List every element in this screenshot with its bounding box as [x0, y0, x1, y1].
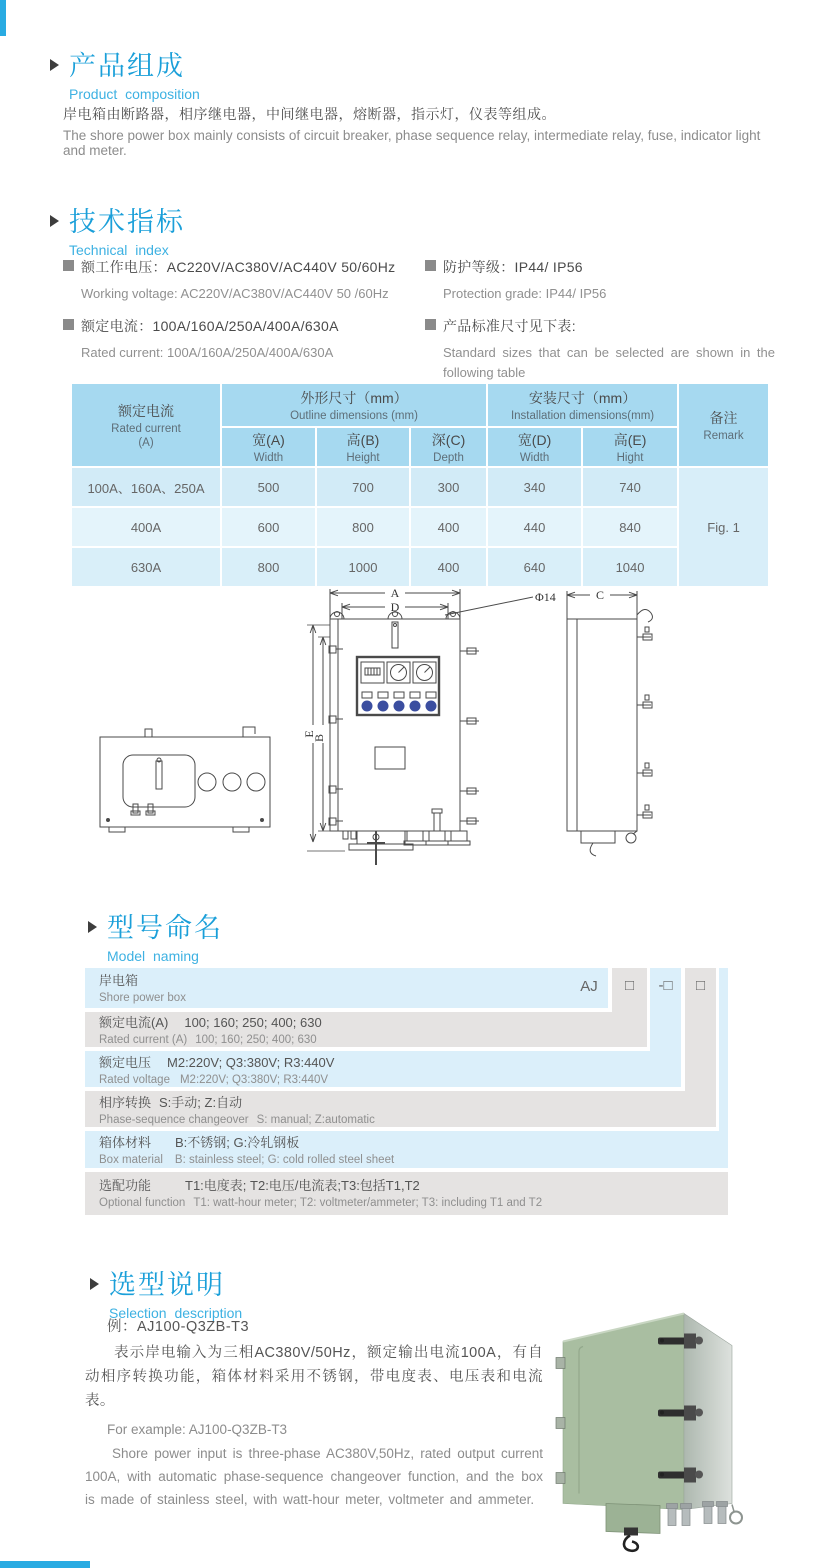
section-title-zh: 技术指标: [69, 207, 185, 237]
model-row: 相序转换 S:手动; Z:自动 Phase-sequence changeover S: manual; Z:automatic: [85, 1091, 716, 1127]
spec-item-standard-sizes: [425, 316, 775, 383]
spec-zh-text: 防护等级：IP44/ IP56: [443, 259, 583, 275]
drawing-front-view: [307, 589, 533, 865]
model-code-box-3: □: [695, 977, 706, 994]
group-header-outline: 外形尺寸（mm） Outline dimensions (mm): [221, 383, 487, 427]
hanging-ring: [730, 1512, 742, 1524]
drawing-bottom-view: [100, 727, 270, 832]
spec-zh-text: 额工作电压：AC220V/AC380V/AC440V 50/60Hz: [81, 259, 396, 275]
model-code-box-2: -□: [658, 977, 673, 994]
section-arrow-icon: [50, 215, 59, 227]
section-head-composition: [50, 44, 200, 102]
technical-drawing: [85, 575, 745, 880]
subcol-width-a: 宽(A) Width: [221, 427, 316, 467]
side-latches: [637, 627, 652, 818]
col-header-remark: 备注 Remark: [678, 383, 769, 467]
meter-panel: [357, 657, 439, 715]
accent-strip-bottom: [0, 1561, 90, 1568]
square-bullet-icon: [425, 319, 436, 330]
dim-label-e: E: [302, 730, 316, 738]
model-naming-table: [85, 968, 728, 1215]
dimension-table: [70, 382, 770, 588]
spec-en-text: Working voltage: AC220V/AC380V/AC440V 50 /60Hz: [81, 286, 389, 301]
section-arrow-icon: [90, 1278, 99, 1290]
square-bullet-icon: [63, 260, 74, 271]
spec-en-text: Rated current: 100A/160A/250A/400A/630A: [81, 345, 334, 361]
section-title-zh: 选型说明: [109, 1270, 225, 1300]
section-title-en: Product composition: [69, 86, 200, 102]
dim-label-d: D: [390, 600, 400, 614]
dim-label-a: A: [390, 586, 400, 600]
dim-label-b: B: [312, 733, 326, 743]
latch-pins-left: [329, 646, 343, 825]
spec-item-working-voltage: [63, 257, 425, 304]
table-row: 400A 600 800 400 440 840: [71, 507, 769, 547]
latch-handles-right: [460, 648, 479, 824]
subcol-depth-c: 深(C) Depth: [410, 427, 487, 467]
section-title-en: Selection description: [109, 1305, 243, 1321]
square-bullet-icon: [425, 260, 436, 271]
drawing-side-view: [567, 591, 652, 856]
table-row: 630A 800 1000 400 640 1040: [71, 547, 769, 587]
spec-item-protection-grade: [425, 257, 770, 304]
model-row: 选配功能 T1:电度表; T2:电压/电流表;T3:包括T1,T2 Optional function T1: watt-hour meter; T2: voltmeter/ammeter; T3: including T1 and T2: [85, 1172, 728, 1215]
col-header-rated-current: 额定电流 Rated current (A): [71, 383, 221, 467]
model-row: 箱体材料 B:不锈钢; G:冷轧钢板 Box material B: stainless steel; G: cold rolled steel sheet: [85, 1131, 728, 1168]
model-row: 额定电压 M2:220V; Q3:380V; R3:440V Rated voltage M2:220V; Q3:380V; R3:440V: [85, 1051, 681, 1087]
spec-list-left: [63, 257, 425, 375]
code-column-4: [719, 968, 728, 1131]
table-row: 100A、160A、250A 500 700 300 340 740 Fig. 1: [71, 467, 769, 507]
hole-label: Φ14: [535, 590, 556, 604]
section-arrow-icon: [88, 921, 97, 933]
model-row: 岸电箱 Shore power box: [85, 968, 608, 1008]
bottom-fittings: [343, 809, 470, 865]
accent-strip-top: [0, 0, 6, 36]
bottom-bracket: [624, 1528, 638, 1536]
selection-paragraph-en: Shore power input is three-phase AC380V,50Hz, rated output current 100A, with automatic phase-sequence changeover function, and the box is made of stainless steel, with watt-hour meter, voltmeter and ammeter.: [85, 1445, 543, 1507]
bottom-hook: [624, 1536, 638, 1551]
group-header-installation: 安装尺寸（mm） Installation dimensions(mm): [487, 383, 678, 427]
model-code-prefix: AJ: [580, 978, 598, 995]
spec-en-text: Standard sizes that can be selected are shown in the following table: [443, 345, 775, 381]
selection-text: [85, 1315, 543, 1512]
composition-body-zh: 岸电箱由断路器，相序继电器，中间继电器，熔断器，指示灯，仪表等组成。: [63, 106, 556, 122]
subcol-hight-e: 高(E) Hight: [582, 427, 678, 467]
spec-list-right: [425, 257, 775, 395]
spec-zh-text: 额定电流：100A/160A/250A/400A/630A: [81, 318, 339, 335]
composition-body-en: The shore power box mainly consists of circuit breaker, phase sequence relay, intermediate relay, fuse, indicator light and meter.: [63, 128, 761, 158]
section-title-zh: 产品组成: [69, 51, 185, 81]
model-code-box-1: □: [624, 977, 635, 994]
section-arrow-icon: [50, 59, 59, 71]
section-head-model-naming: [88, 906, 223, 964]
product-photo: [548, 1290, 798, 1555]
section-title-en: Model naming: [107, 948, 199, 964]
section-title-en: Technical index: [69, 242, 169, 258]
selection-paragraph-zh: 表示岸电输入为三相AC380V/50Hz，额定输出电流100A，有自动相序转换功能，箱体材料采用不锈钢，带电度表、电压表和电流表。: [85, 1345, 543, 1409]
dim-label-c: C: [595, 588, 605, 602]
subcol-width-d: 宽(D) Width: [487, 427, 582, 467]
spec-en-text: Protection grade: IP44/ IP56: [443, 286, 607, 301]
section-title-zh: 型号命名: [107, 913, 223, 943]
spec-zh-text: 产品标准尺寸见下表:: [443, 318, 576, 335]
selection-example-zh: 例：AJ100-Q3ZB-T3: [107, 1319, 250, 1335]
remark-value: Fig. 1: [678, 467, 769, 587]
indicator-lights: [362, 692, 437, 712]
spec-item-rated-current: [63, 316, 425, 363]
selection-example-en: For example: AJ100-Q3ZB-T3: [107, 1421, 288, 1437]
square-bullet-icon: [63, 319, 74, 330]
section-head-selection: [90, 1263, 242, 1321]
model-row: 额定电流(A) 100; 160; 250; 400; 630 Rated current (A) 100; 160; 250; 400; 630: [85, 1012, 647, 1047]
subcol-height-b: 高(B) Height: [316, 427, 410, 467]
section-head-technical: [50, 200, 185, 258]
